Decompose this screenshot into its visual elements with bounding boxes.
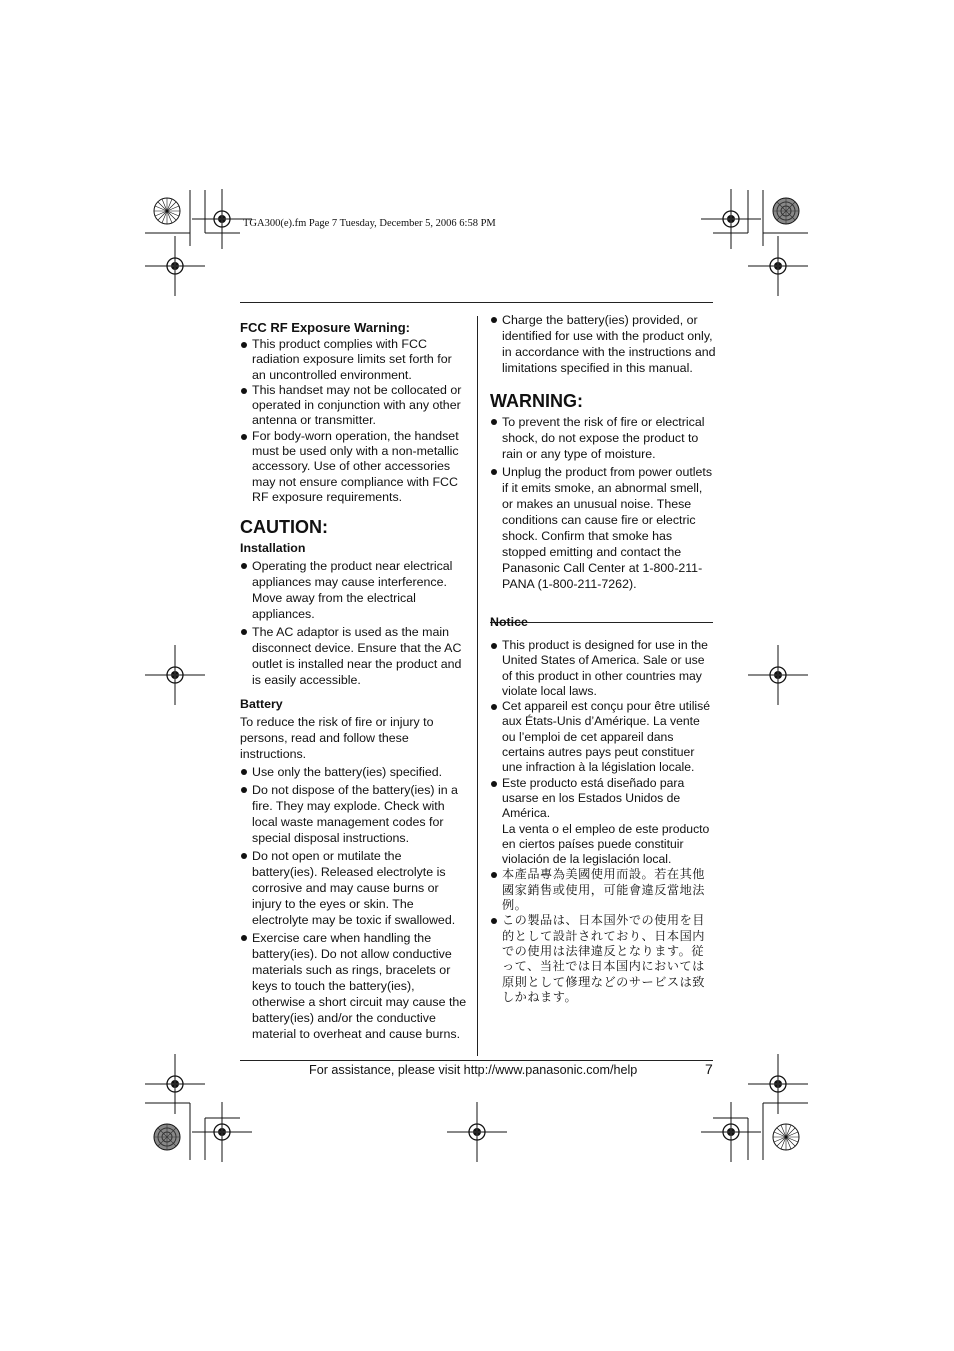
fcc-list bbox=[240, 337, 468, 505]
list-item: Unplug the product from power outlets if it emits smoke, an abnormal smell, or makes an unusual noise. These conditions can cause fire or electric shock. Confirm that smoke has stopped emitting and contact the Panasonic Call Center at 1-800-211-PANA (1-800-211-7262). bbox=[490, 464, 716, 592]
star-target-bottom-left bbox=[154, 1124, 180, 1150]
print-header: TGA300(e).fm Page 7 Tuesday, December 5, 2006 6:58 PM bbox=[243, 218, 496, 229]
registration-mark-bottom-right-1 bbox=[748, 1054, 808, 1114]
battery-list bbox=[240, 764, 468, 1042]
list-item: Exercise care when handling the battery(ies). Do not allow conductive materials such as rings, bracelets or keys to touch the battery(ies), otherwise a short circuit may cause the battery(ies) and/or the conductive material to overheat and cause burns. bbox=[240, 930, 468, 1042]
list-item: この製品は、日本国外での使用を目的として設計されており、日本国内での使用は法律違反となります。従って、当社では日本国内においては原則として修理などのサービスは致しかねます。 bbox=[490, 913, 716, 1005]
charge-list bbox=[490, 312, 716, 376]
registration-mark-bottom-center bbox=[447, 1102, 507, 1162]
top-rule bbox=[240, 302, 713, 303]
list-item: Do not open or mutilate the battery(ies). Released electrolyte is corrosive and may cause burns or injury to the eyes or skin. The electrolyte may be toxic if swallowed. bbox=[240, 848, 468, 928]
list-item: Use only the battery(ies) specified. bbox=[240, 764, 468, 780]
footer-assistance-text: For assistance, please visit http://www.panasonic.com/help bbox=[309, 1063, 638, 1077]
battery-intro: To reduce the risk of fire or injury to persons, read and follow these instructions. bbox=[240, 715, 434, 762]
caution-heading: CAUTION: bbox=[240, 517, 328, 538]
list-item: 本產品專為美國使用而設。若在其他國家銷售或使用，可能會違反當地法例。 bbox=[490, 867, 716, 913]
registration-mark-mid-left bbox=[145, 645, 205, 705]
list-item: Do not dispose of the battery(ies) in a fire. They may explode. Check with local waste management codes for special disposal instructions. bbox=[240, 782, 468, 846]
fcc-heading: FCC RF Exposure Warning: bbox=[240, 320, 410, 335]
warning-heading: WARNING: bbox=[490, 391, 583, 411]
column-divider bbox=[477, 316, 478, 1056]
registration-mark-mid-right bbox=[748, 645, 808, 705]
list-item: Charge the battery(ies) provided, or identified for use with the product only, in accordance with the instructions and limitations specified in this manual. bbox=[490, 312, 716, 376]
list-item: This product is designed for use in the United States of America. Sale or use of this product in other countries may violate local laws. bbox=[490, 638, 716, 699]
star-target-top-left bbox=[154, 198, 180, 224]
list-item: Cet appareil est conçu pour être utilisé aux États-Unis d’Amérique. La vente ou l’emploi de cet appareil dans certains autres pays peut constituer une infraction à la législation locale. bbox=[490, 699, 716, 775]
registration-mark-top-left-1 bbox=[145, 236, 205, 296]
list-item: This product complies with FCC radiation exposure limits set forth for an uncontrolled environment. bbox=[240, 337, 468, 383]
notice-list bbox=[490, 638, 716, 1005]
list-item: For body-worn operation, the handset must be used only with a non-metallic accessory. Use of other accessories may not ensure compliance with FCC RF exposure requirements. bbox=[240, 429, 468, 505]
registration-mark-bottom-right-2 bbox=[701, 1102, 761, 1162]
registration-mark-bottom-left-2 bbox=[192, 1102, 252, 1162]
list-item: This handset may not be collocated or operated in conjunction with any other antenna or transmitter. bbox=[240, 383, 468, 429]
star-target-bottom-right bbox=[773, 1124, 799, 1150]
registration-mark-bottom-left-1 bbox=[145, 1054, 205, 1114]
list-item: Operating the product near electrical appliances may cause interference. Move away from the electrical appliances. bbox=[240, 558, 468, 622]
bottom-rule bbox=[240, 1060, 713, 1061]
warning-list bbox=[490, 414, 716, 592]
notice-section bbox=[490, 614, 716, 1005]
installation-list bbox=[240, 558, 468, 688]
left-column bbox=[240, 320, 468, 1044]
notice-heading: Notice bbox=[490, 615, 528, 629]
registration-mark-top-right-1 bbox=[748, 236, 808, 296]
battery-heading: Battery bbox=[240, 697, 283, 712]
page-number: 7 bbox=[705, 1061, 713, 1077]
list-item: The AC adaptor is used as the main disconnect device. Ensure that the AC outlet is installed near the product and is easily accessible. bbox=[240, 624, 468, 688]
right-column bbox=[490, 312, 716, 1005]
list-item: To prevent the risk of fire or electrical shock, do not expose the product to rain or any type of moisture. bbox=[490, 414, 716, 462]
registration-mark-top-right-2 bbox=[701, 189, 761, 249]
star-target-top-right bbox=[773, 198, 799, 224]
installation-heading: Installation bbox=[240, 541, 306, 556]
list-item: Este producto está diseñado para usarse en los Estados Unidos de América. La venta o el empleo de este producto en ciertos países puede constituir violación de la legislación local. bbox=[490, 776, 716, 868]
